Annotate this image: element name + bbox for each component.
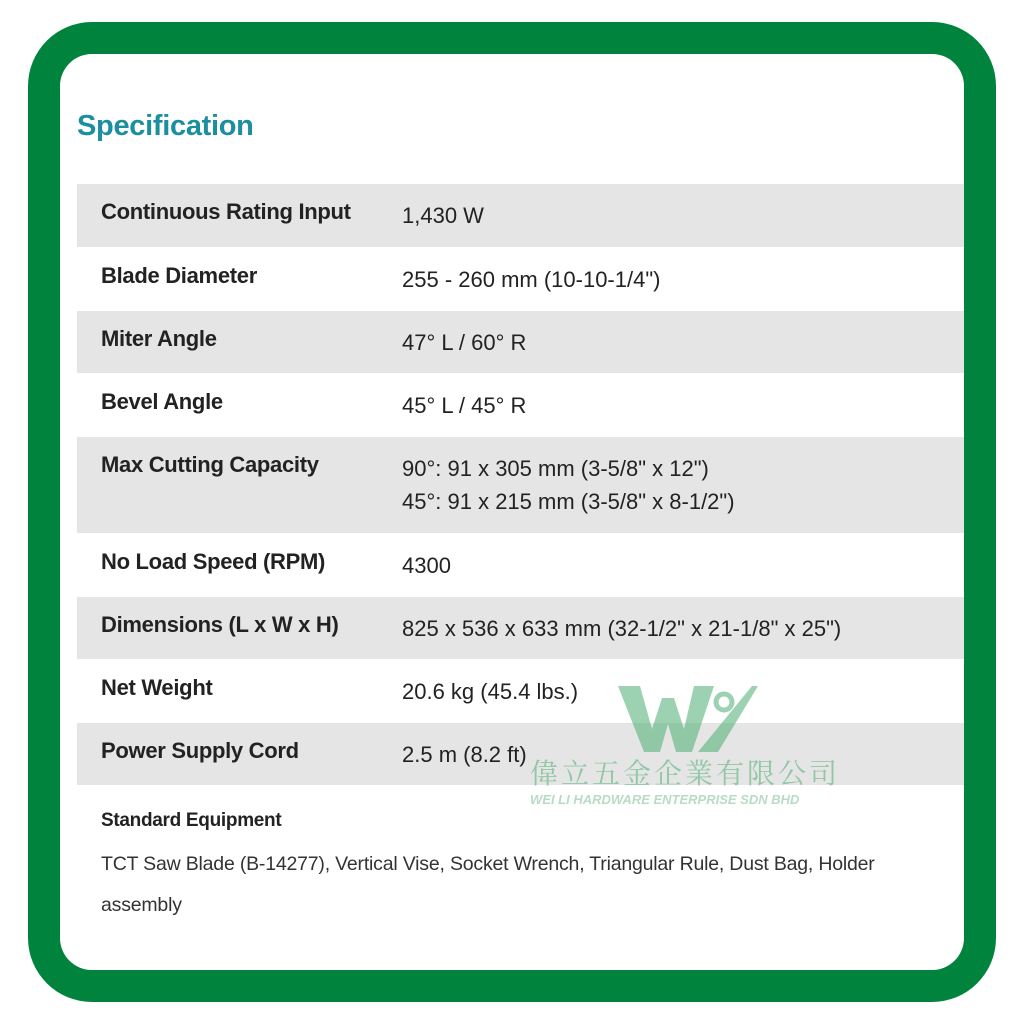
spec-value: 4300 <box>402 533 964 596</box>
spec-label: No Load Speed (RPM) <box>77 533 402 596</box>
spec-label: Dimensions (L x W x H) <box>77 596 402 659</box>
spec-label: Continuous Rating Input <box>77 184 402 247</box>
spec-row-continuous-rating-input <box>77 184 964 247</box>
spec-value-line-45: 45°: 91 x 215 mm (3-5/8" x 8-1/2") <box>402 488 735 514</box>
spec-value: 2.5 m (8.2 ft) <box>402 722 964 785</box>
spec-label: Bevel Angle <box>77 373 402 436</box>
spec-label: Power Supply Cord <box>77 722 402 785</box>
spec-label: Net Weight <box>77 659 402 722</box>
standard-equipment-label: Standard Equipment <box>101 810 282 831</box>
spec-value: 45° L / 45° R <box>402 373 964 436</box>
standard-equipment-text: TCT Saw Blade (B-14277), Vertical Vise, Socket Wrench, Triangular Rule, Dust Bag, Holder assembly <box>101 853 875 916</box>
spec-row-power-supply-cord <box>77 722 964 785</box>
watermark-english-name: WEI LI HARDWARE ENTERPRISE SDN BHD <box>530 792 800 807</box>
spec-value-line-90: 90°: 91 x 305 mm (3-5/8" x 12") <box>402 455 709 481</box>
spec-value <box>402 436 964 533</box>
watermark-chinese-name: 偉立五金企業有限公司 <box>530 757 841 790</box>
page-title: Specification <box>77 110 254 142</box>
spec-label: Miter Angle <box>77 310 402 373</box>
specification-table <box>77 184 964 786</box>
spec-value: 47° L / 60° R <box>402 310 964 373</box>
spec-value: 825 x 536 x 633 mm (32-1/2" x 21-1/8" x 25") <box>402 596 964 659</box>
spec-label: Max Cutting Capacity <box>77 436 402 533</box>
spec-value: 20.6 kg (45.4 lbs.) <box>402 659 964 722</box>
spec-row-dimensions <box>77 596 964 659</box>
spec-value: 1,430 W <box>402 184 964 247</box>
spec-row-blade-diameter <box>77 247 964 310</box>
spec-label: Blade Diameter <box>77 247 402 310</box>
spec-row-net-weight <box>77 659 964 722</box>
spec-row-max-cutting-capacity <box>77 436 964 533</box>
spec-row-no-load-speed <box>77 533 964 596</box>
spec-value: 255 - 260 mm (10-10-1/4") <box>402 247 964 310</box>
spec-row-miter-angle <box>77 310 964 373</box>
specification-card <box>60 54 964 970</box>
spec-row-bevel-angle <box>77 373 964 436</box>
